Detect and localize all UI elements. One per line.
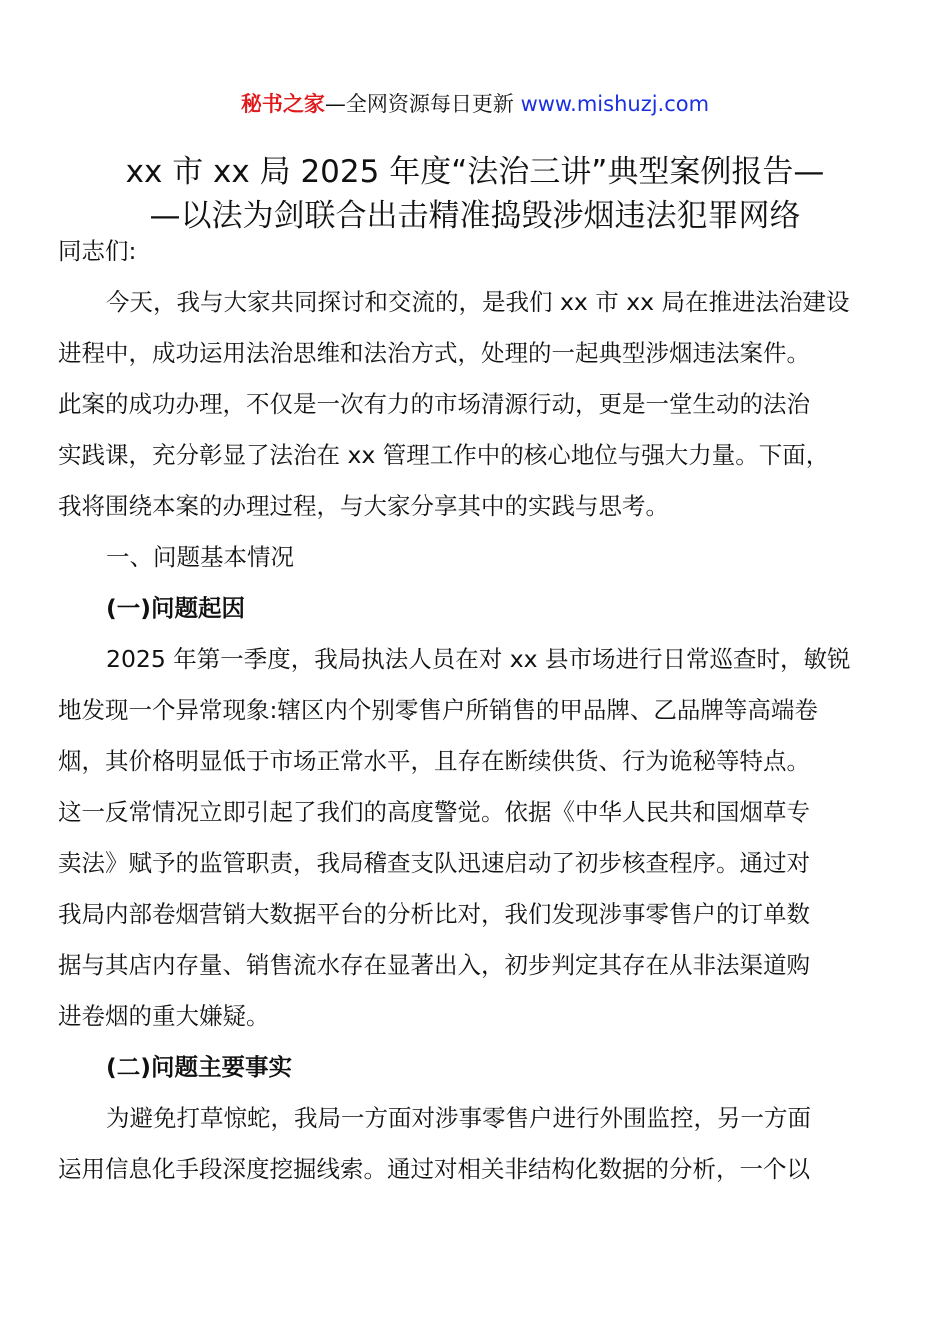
site-tagline: —全网资源每日更新 <box>324 92 521 116</box>
paragraph-line: 今天，我与大家共同探讨和交流的，是我们 xx 市 xx 局在推进法治建设 <box>106 288 850 316</box>
site-header <box>0 88 950 120</box>
paragraph-line: 进卷烟的重大嫌疑。 <box>58 1002 270 1030</box>
paragraph-line: 实践课，充分彰显了法治在 xx 管理工作中的核心地位与强大力量。下面， <box>58 441 830 469</box>
paragraph-line: 烟，其价格明显低于市场正常水平，且存在断续供货、行为诡秘等特点。 <box>58 747 810 775</box>
subsection-heading: (一)问题起因 <box>106 594 245 622</box>
section-heading: 一、问题基本情况 <box>106 543 294 571</box>
document-title <box>58 150 892 238</box>
paragraph-line: 据与其店内存量、销售流水存在显著出入，初步判定其存在从非法渠道购 <box>58 951 810 979</box>
site-url[interactable]: www.mishuzj.com <box>520 92 710 116</box>
title-line-2: —以法为剑联合出击精准捣毁涉烟违法犯罪网络 <box>149 198 801 234</box>
site-brand: 秘书之家 <box>240 92 325 116</box>
paragraph-line: 地发现一个异常现象:辖区内个别零售户所销售的甲品牌、乙品牌等高端卷 <box>58 696 818 724</box>
paragraph-line: 运用信息化手段深度挖掘线索。通过对相关非结构化数据的分析，一个以 <box>58 1155 810 1183</box>
paragraph-line: 我将围绕本案的办理过程，与大家分享其中的实践与思考。 <box>58 492 669 520</box>
subsection-heading: (二)问题主要事实 <box>106 1053 292 1081</box>
salutation: 同志们: <box>58 237 137 265</box>
paragraph-line: 为避免打草惊蛇，我局一方面对涉事零售户进行外围监控，另一方面 <box>106 1104 811 1132</box>
title-line-1: xx 市 xx 局 2025 年度“法治三讲”典型案例报告— <box>125 154 825 190</box>
paragraph-line: 2025 年第一季度，我局执法人员在对 xx 县市场进行日常巡查时，敏锐 <box>106 645 851 673</box>
paragraph-line: 卖法》赋予的监管职责，我局稽查支队迅速启动了初步核查程序。通过对 <box>58 849 810 877</box>
paragraph-line: 这一反常情况立即引起了我们的高度警觉。依据《中华人民共和国烟草专 <box>58 798 810 826</box>
paragraph-line: 此案的成功办理，不仅是一次有力的市场清源行动，更是一堂生动的法治 <box>58 390 810 418</box>
paragraph-line: 进程中，成功运用法治思维和法治方式，处理的一起典型涉烟违法案件。 <box>58 339 810 367</box>
document-body <box>58 226 892 1195</box>
paragraph-line: 我局内部卷烟营销大数据平台的分析比对，我们发现涉事零售户的订单数 <box>58 900 810 928</box>
